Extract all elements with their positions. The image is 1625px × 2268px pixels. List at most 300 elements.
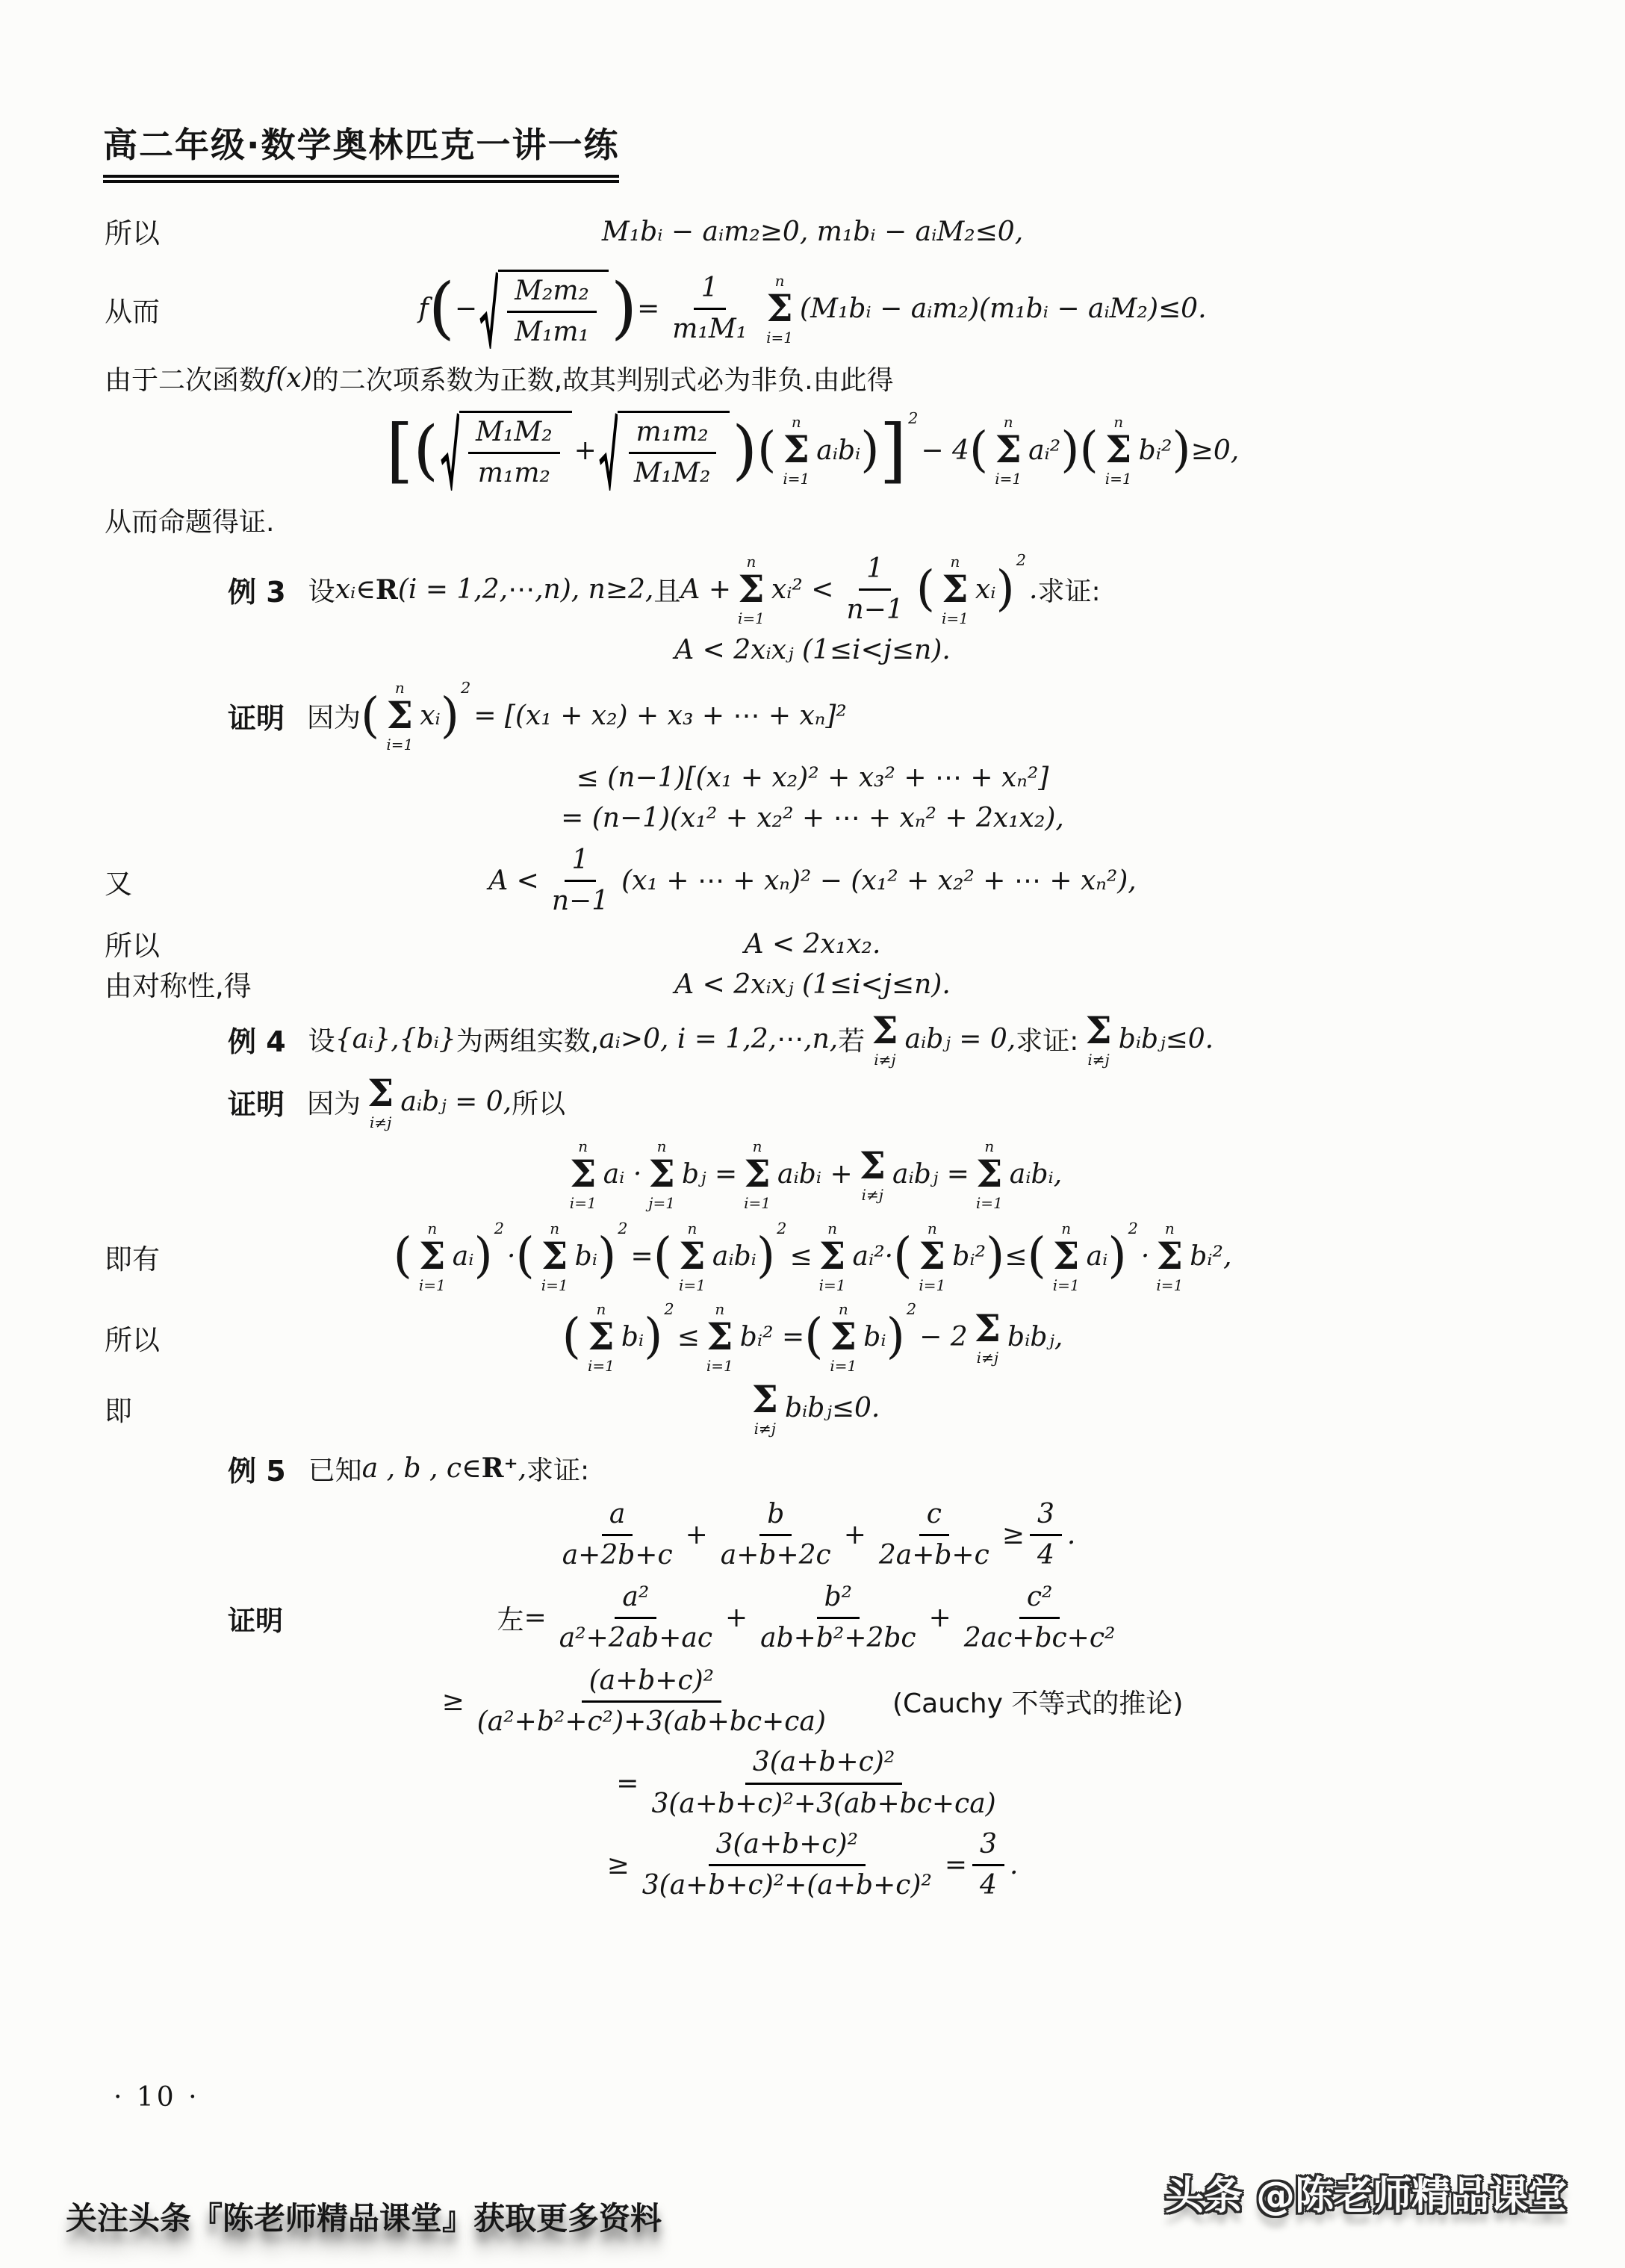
math-run: bᵢ² <box>952 1241 986 1272</box>
math-run: − <box>454 293 478 325</box>
sum-upper-limit: n <box>1164 1219 1175 1237</box>
sum-lower-limit: i=1 <box>818 1276 846 1294</box>
sigma-icon: Σ <box>679 1233 706 1278</box>
fraction <box>627 416 718 491</box>
row-formula <box>674 969 951 1000</box>
row-formula <box>674 635 951 665</box>
numerator <box>709 1828 866 1866</box>
row-formula <box>616 1746 1008 1821</box>
sum-lower-limit: i=1 <box>386 735 414 754</box>
summation <box>419 1221 446 1293</box>
row-label: 证明 <box>228 1088 285 1121</box>
math-run: 3(a+b+c)²+3(ab+bc+ca) <box>651 1788 996 1819</box>
formula-row <box>105 1221 1520 1293</box>
sum-lower-limit: j=1 <box>648 1193 675 1212</box>
math-run: 1 <box>700 273 718 303</box>
formula-row <box>105 1581 1520 1656</box>
summation <box>995 414 1022 486</box>
page-header <box>103 118 619 183</box>
bracket: ) <box>1172 422 1191 479</box>
denominator <box>957 1619 1123 1655</box>
math-run: ≥ <box>1001 1519 1025 1550</box>
denominator <box>665 310 754 346</box>
bracket: ( <box>1079 422 1099 479</box>
row-label: 即 <box>105 1394 132 1427</box>
sigma-icon: Σ <box>738 566 765 611</box>
math-run: ≥ <box>441 1686 464 1718</box>
square-root <box>441 411 572 491</box>
sum-upper-limit: n <box>927 1219 937 1237</box>
sum-upper-limit: n <box>774 271 785 290</box>
math-run: + <box>574 435 597 466</box>
text-run: 所以 <box>512 1089 566 1119</box>
formula-row <box>105 633 1520 665</box>
summation <box>871 1007 898 1069</box>
summation <box>783 414 810 486</box>
math-run: (a²+b²+c²)+3(ab+bc+ca) <box>476 1706 826 1738</box>
row-formula <box>563 1139 1062 1211</box>
text-run: 求证: <box>526 1455 590 1486</box>
row-label: 由对称性,得 <box>105 969 252 1002</box>
row-formula <box>561 803 1064 833</box>
text-run: 求证: <box>1016 1026 1079 1057</box>
math-run: aᵢ · <box>603 1159 642 1190</box>
bracket: ( <box>893 1228 913 1284</box>
sum-upper-limit: n <box>950 552 960 571</box>
formula-row <box>105 801 1520 833</box>
math-run: n−1 <box>846 594 904 626</box>
summation <box>1156 1221 1183 1293</box>
denominator <box>753 1619 923 1655</box>
math-run: ≥0, <box>1190 435 1240 466</box>
bracket: ( <box>969 422 989 479</box>
math-run: 3 <box>980 1829 997 1860</box>
bracket: ( <box>413 413 439 488</box>
summation <box>1105 414 1132 486</box>
bracket: [ <box>385 409 414 491</box>
math-run: bᵢbⱼ, <box>1007 1322 1063 1352</box>
math-run: . <box>1009 1850 1019 1881</box>
sum-upper-limit: n <box>1003 413 1013 432</box>
text-run: 因为 <box>307 703 361 734</box>
text-run: 若 <box>838 1026 866 1057</box>
fraction <box>544 844 616 919</box>
text-run: 求证: <box>1037 577 1101 608</box>
text-run: 已知 <box>308 1455 362 1486</box>
math-run: aᵢ <box>452 1241 474 1272</box>
denominator <box>470 1703 833 1739</box>
row-formula <box>418 270 1206 349</box>
math-run: aᵢbⱼ = <box>892 1159 969 1190</box>
sum-lower-limit: i=1 <box>706 1356 733 1375</box>
math-run: + <box>725 1603 748 1634</box>
page-title: 高二年级·数学奥林匹克一讲一练 <box>103 125 620 165</box>
bracket: ( <box>361 687 380 744</box>
sum-upper-limit: n <box>752 1137 762 1155</box>
math-run: ≥ <box>606 1850 630 1881</box>
math-bold-run: R⁺ <box>481 1453 518 1484</box>
text-row <box>105 680 1520 752</box>
denominator <box>871 1536 997 1572</box>
formula-row <box>105 1665 1520 1739</box>
row-label: 例 3 <box>228 576 286 609</box>
fraction <box>972 1828 1004 1903</box>
math-run: = [(x₁ + x₂) + x₃ + ⋯ + xₙ]² <box>473 700 847 732</box>
summation <box>738 554 765 626</box>
sigma-icon: Σ <box>919 1233 946 1278</box>
math-run: M₂m₂ <box>515 275 589 306</box>
sigma-icon: Σ <box>570 1151 597 1196</box>
math-run: 3 <box>1037 1498 1054 1529</box>
numerator <box>1019 1581 1060 1619</box>
summation <box>919 1221 945 1293</box>
sigma-icon: Σ <box>871 1007 898 1052</box>
sigma-icon: Σ <box>367 1070 394 1115</box>
math-run: {aᵢ},{bᵢ} <box>335 1024 456 1054</box>
radical-icon <box>441 411 459 491</box>
content <box>0 214 1625 1903</box>
math-run: A < 2xᵢxⱼ (1≤i<j≤n). <box>674 634 951 665</box>
sum-lower-limit: i=1 <box>569 1193 597 1212</box>
math-run: = <box>630 1241 653 1272</box>
formula-row <box>105 1746 1520 1821</box>
math-run: = <box>944 1850 968 1881</box>
sum-lower-limit: i=1 <box>587 1356 615 1375</box>
math-run: b <box>767 1498 785 1529</box>
math-run: = <box>637 293 660 325</box>
sigma-icon: Σ <box>386 692 413 737</box>
row-label: 从而 <box>105 295 160 328</box>
sum-lower-limit: i=1 <box>783 470 810 488</box>
math-run: M₁M₂ <box>476 417 553 448</box>
summation <box>766 273 793 345</box>
sigma-icon: Σ <box>1105 427 1132 472</box>
summation <box>751 1376 778 1438</box>
math-run: + <box>928 1603 951 1634</box>
sum-upper-limit: n <box>550 1219 560 1237</box>
sigma-icon: Σ <box>995 427 1022 472</box>
math-run: 3(a+b+c)² <box>715 1829 859 1860</box>
bracket: ( <box>428 269 455 348</box>
formula-row <box>105 1139 1520 1211</box>
math-run: aᵢbⱼ = 0, <box>400 1087 512 1117</box>
row-label: 例 4 <box>228 1025 286 1058</box>
formula-row <box>105 270 1520 349</box>
bracket: ) <box>1060 422 1080 479</box>
sigma-icon: Σ <box>942 566 969 611</box>
fraction <box>1030 1498 1062 1573</box>
bracket: ) <box>986 1228 1005 1284</box>
row-label: 又 <box>105 867 132 900</box>
summation <box>367 1070 394 1131</box>
math-run: 4 <box>980 1870 997 1901</box>
math-run: b² <box>824 1582 853 1613</box>
sum-lower-limit: i≠j <box>754 1419 776 1438</box>
fraction <box>957 1581 1123 1656</box>
math-run: − 4 <box>921 435 969 466</box>
numerator <box>468 416 560 454</box>
footer-promo-text: 关注头条『陈老师精品课堂』获取更多资料 <box>66 2200 662 2237</box>
sum-upper-limit: n <box>394 678 405 697</box>
sum-lower-limit: i≠j <box>976 1348 999 1367</box>
text-run: 左 <box>497 1605 524 1636</box>
math-run: n−1 <box>551 886 609 917</box>
summation <box>541 1221 568 1293</box>
fraction <box>665 272 754 347</box>
row-formula <box>577 762 1049 793</box>
row-label: 证明 <box>228 1604 283 1637</box>
numerator <box>972 1828 1004 1866</box>
sigma-icon: Σ <box>541 1233 568 1278</box>
sigma-icon: Σ <box>588 1314 615 1358</box>
row-label: 所以 <box>105 217 160 249</box>
math-run: bᵢ² = <box>739 1322 805 1352</box>
sum-lower-limit: i=1 <box>942 609 969 627</box>
row-formula <box>307 680 847 752</box>
summation <box>859 1143 886 1204</box>
bracket: ( <box>916 561 936 618</box>
bracket: ) <box>860 422 880 479</box>
text-run: 从而命题得证. <box>105 506 275 538</box>
numerator <box>1030 1498 1062 1536</box>
numerator <box>817 1581 860 1619</box>
math-run: , <box>518 1453 527 1484</box>
math-run: m₁m₂ <box>636 417 709 448</box>
math-run: 2a+b+c <box>878 1539 989 1570</box>
denominator <box>644 1785 1003 1821</box>
sigma-icon: Σ <box>859 1143 886 1187</box>
math-run: m₁m₂ <box>477 458 550 489</box>
denominator <box>713 1536 839 1572</box>
superscript: 2 <box>1016 550 1027 569</box>
sigma-icon: Σ <box>1053 1233 1080 1278</box>
math-run: aᵢ>0, i = 1,2,⋯,n, <box>599 1024 839 1054</box>
math-run: a , b , c∈ <box>361 1453 482 1484</box>
annotation: (Cauchy 不等式的推论) <box>892 1688 1184 1720</box>
bracket: ( <box>562 1308 581 1365</box>
row-formula <box>308 550 1101 627</box>
sigma-icon: Σ <box>976 1151 1003 1196</box>
row-formula <box>745 1376 880 1438</box>
math-run: 2ac+bc+c² <box>963 1623 1116 1654</box>
text-run: 设 <box>308 1026 335 1057</box>
denominator <box>635 1866 939 1902</box>
math-run: . <box>1066 1519 1076 1550</box>
text-run: 为两组实数, <box>456 1026 600 1057</box>
math-run: M₁bᵢ − aᵢm₂≥0, m₁bᵢ − aᵢM₂≤0, <box>601 216 1024 247</box>
sum-lower-limit: i=1 <box>738 609 765 627</box>
row-formula <box>105 501 274 539</box>
sigma-icon: Σ <box>783 427 810 472</box>
sigma-icon: Σ <box>419 1233 446 1278</box>
text-row <box>105 550 1520 627</box>
fraction <box>839 553 910 627</box>
math-run: + <box>843 1519 866 1550</box>
sum-upper-limit: n <box>715 1299 725 1318</box>
math-run: a² <box>622 1582 650 1613</box>
formula-row <box>105 928 1520 963</box>
sigma-icon: Σ <box>648 1151 675 1196</box>
fraction <box>507 275 597 349</box>
math-run: = (n−1)(x₁² + x₂² + ⋯ + xₙ² + 2x₁x₂), <box>561 802 1064 833</box>
math-run: ≤ <box>1004 1241 1028 1272</box>
sigma-icon: Σ <box>706 1314 733 1358</box>
sum-lower-limit: i≠j <box>861 1185 883 1204</box>
row-formula <box>550 1498 1076 1573</box>
numerator <box>565 844 597 882</box>
row-label: 证明 <box>228 702 285 736</box>
math-run: . <box>1029 574 1038 606</box>
superscript: 2 <box>908 409 919 428</box>
fraction <box>635 1828 939 1903</box>
sigma-icon: Σ <box>830 1314 857 1358</box>
math-run: bᵢbⱼ≤0. <box>785 1393 880 1423</box>
math-run: a <box>609 1498 626 1529</box>
math-run: (M₁bᵢ − aᵢm₂)(m₁bᵢ − aᵢM₂)≤0. <box>800 293 1207 325</box>
radicand <box>459 411 572 491</box>
math-run: aᵢbᵢ <box>816 435 861 466</box>
row-formula <box>562 1299 1063 1375</box>
formula-row <box>105 1376 1520 1438</box>
square-root <box>599 411 730 491</box>
numerator <box>919 1498 949 1536</box>
summation <box>744 1139 771 1211</box>
bracket: ( <box>757 422 777 479</box>
math-run: aᵢbᵢ, <box>1009 1159 1063 1190</box>
sigma-icon: Σ <box>974 1305 1001 1350</box>
numerator <box>615 1581 656 1619</box>
math-run: A < 2xᵢxⱼ (1≤i<j≤n). <box>674 969 951 1000</box>
math-run: · <box>507 1241 516 1272</box>
row-label: 所以 <box>105 930 160 963</box>
row-formula <box>488 844 1137 919</box>
page-number: · 10 · <box>114 2082 200 2113</box>
sigma-icon: Σ <box>818 1233 846 1278</box>
radicand <box>498 270 609 349</box>
row-formula <box>607 1828 1019 1903</box>
denominator <box>627 454 718 490</box>
bracket: ) <box>440 687 460 744</box>
math-run: bᵢ <box>574 1241 597 1272</box>
superscript: 2 <box>618 1219 628 1237</box>
row-formula <box>497 1581 1128 1656</box>
bracket: ] <box>879 409 907 491</box>
text-run: 设 <box>308 577 335 608</box>
text-run: 由于二次函数 <box>105 365 267 397</box>
text-row <box>105 1070 1520 1131</box>
summation <box>679 1221 706 1293</box>
math-run: bᵢbⱼ≤0. <box>1118 1024 1214 1054</box>
sum-lower-limit: i=1 <box>1052 1276 1080 1294</box>
sigma-icon: Σ <box>744 1151 771 1196</box>
text-run: 且 <box>653 577 681 608</box>
formula-row <box>105 844 1520 919</box>
sum-upper-limit: n <box>791 413 801 432</box>
sum-lower-limit: i=1 <box>418 1276 446 1294</box>
denominator <box>839 591 910 627</box>
bracket: ) <box>1107 1228 1127 1284</box>
row-formula <box>308 1450 590 1488</box>
summation <box>648 1139 675 1211</box>
sum-lower-limit: i≠j <box>1087 1050 1110 1069</box>
numerator <box>629 416 716 454</box>
sum-lower-limit: i=1 <box>678 1276 706 1294</box>
sum-upper-limit: n <box>838 1299 848 1318</box>
radical-icon <box>479 270 498 349</box>
math-run: aᵢbᵢ <box>712 1241 756 1272</box>
summation <box>942 554 969 626</box>
sigma-icon: Σ <box>1085 1007 1112 1052</box>
math-run: A + <box>680 574 731 606</box>
sum-upper-limit: n <box>596 1299 606 1318</box>
math-run: (i = 1,2,⋯,n), n≥2, <box>397 574 654 606</box>
math-run: 4 <box>1037 1539 1054 1570</box>
numerator <box>507 275 597 313</box>
math-run: aᵢbⱼ = 0, <box>904 1024 1016 1054</box>
text-row <box>105 1448 1520 1489</box>
math-run: bᵢ <box>863 1322 886 1352</box>
math-run: a²+2ab+ac <box>559 1623 712 1654</box>
math-run: aᵢbᵢ + <box>777 1159 853 1190</box>
math-run: (a+b+c)² <box>588 1665 715 1696</box>
denominator <box>470 454 558 490</box>
summation <box>706 1299 733 1375</box>
row-formula <box>745 929 881 960</box>
row-label: 所以 <box>105 1323 160 1356</box>
formula-row <box>105 967 1520 1000</box>
sum-upper-limit: n <box>746 552 756 571</box>
sum-lower-limit: i=1 <box>830 1356 857 1375</box>
summation <box>386 680 413 752</box>
math-run: − 2 <box>919 1322 968 1352</box>
numerator <box>859 553 891 591</box>
bracket: ( <box>393 1228 412 1284</box>
sum-upper-limit: n <box>687 1219 697 1237</box>
math-run: a+2b+c <box>562 1539 673 1570</box>
sum-upper-limit: n <box>578 1137 588 1155</box>
bracket: ( <box>1027 1228 1046 1284</box>
summation <box>819 1221 846 1293</box>
numerator <box>759 1498 792 1536</box>
row-label: 即有 <box>105 1243 160 1276</box>
fraction <box>552 1581 720 1656</box>
superscript: 2 <box>1128 1219 1138 1237</box>
bracket: ) <box>995 561 1015 618</box>
formula-row <box>105 1828 1520 1903</box>
math-run: a+b+2c <box>720 1539 831 1570</box>
sum-lower-limit: i≠j <box>874 1050 896 1069</box>
sum-lower-limit: i≠j <box>370 1113 392 1131</box>
summation <box>830 1299 857 1375</box>
row-formula <box>602 217 1023 247</box>
math-run: M₁m₁ <box>515 316 589 347</box>
superscript: 2 <box>664 1299 674 1318</box>
superscript: 2 <box>494 1219 505 1237</box>
row-formula <box>442 1665 1184 1739</box>
bracket: ) <box>732 413 758 488</box>
formula-row <box>105 411 1520 491</box>
bracket: ) <box>886 1308 905 1365</box>
denominator <box>972 1866 1004 1902</box>
bracket: ) <box>610 269 638 348</box>
math-run: aᵢ <box>1086 1241 1108 1272</box>
math-run: bⱼ = <box>681 1159 738 1190</box>
sum-lower-limit: i=1 <box>744 1193 771 1212</box>
denominator <box>555 1536 680 1572</box>
math-run: f <box>418 293 429 325</box>
math-run: xᵢ∈ <box>335 574 376 606</box>
sigma-icon: Σ <box>766 285 793 330</box>
